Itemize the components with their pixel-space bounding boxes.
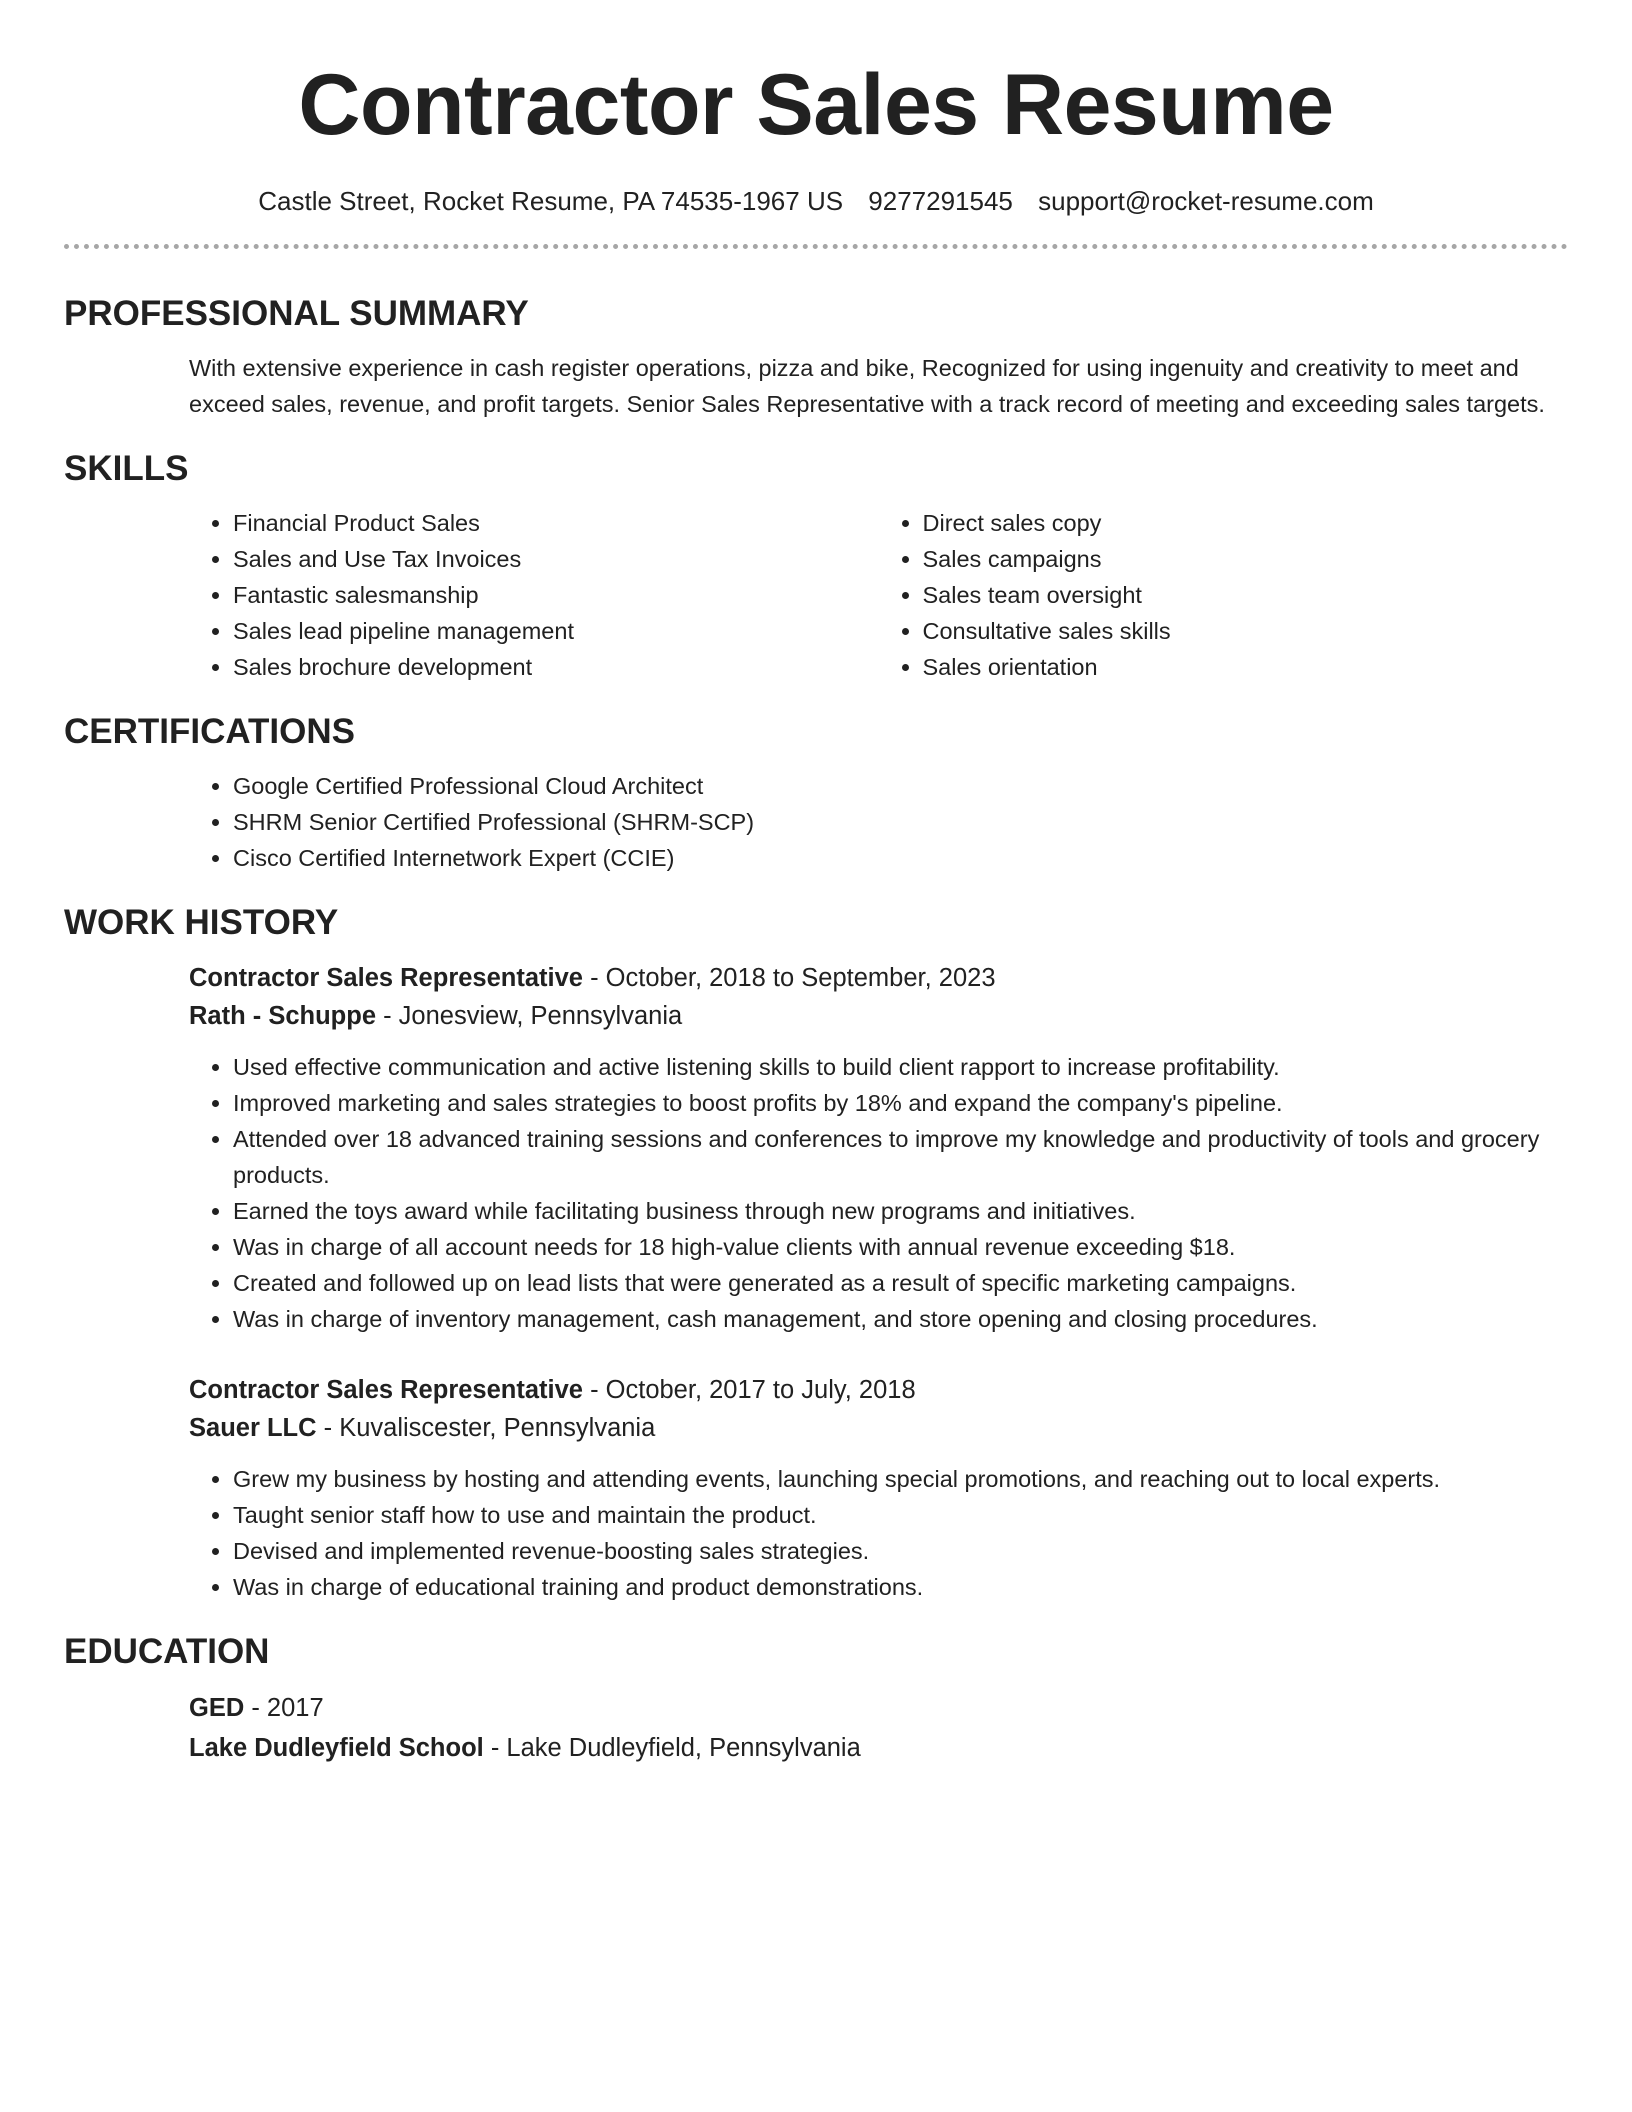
education-degree-line	[189, 1688, 1568, 1728]
section-title-certifications: CERTIFICATIONS	[64, 712, 356, 752]
job-location: - Kuvaliscester, Pennsylvania	[316, 1414, 656, 1443]
section-title-work-history: WORK HISTORY	[64, 903, 339, 943]
list-item: • Taught senior staff how to use and maintain the product.	[233, 1497, 1568, 1533]
certifications-block	[64, 768, 1568, 876]
education-location: - Lake Dudleyfield, Pennsylvania	[483, 1734, 861, 1763]
job-location: - Jonesview, Pennsylvania	[376, 1002, 683, 1031]
list-item: • Cisco Certified Internetwork Expert (CCIE)	[233, 840, 1568, 876]
job-dates: - October, 2017 to July, 2018	[582, 1376, 916, 1405]
job-role-line	[189, 1371, 1568, 1409]
education-school-line	[189, 1728, 1568, 1768]
section-title-education: EDUCATION	[64, 1632, 270, 1672]
skills-columns	[64, 505, 1568, 685]
list-item: • Used effective communication and active listening skills to build client rapport to increase profitability.	[233, 1049, 1568, 1085]
list-item: • Was in charge of educational training and product demonstrations.	[233, 1569, 1568, 1605]
job-bullets	[189, 1049, 1568, 1337]
resume-title: Contractor Sales Resume	[298, 57, 1334, 153]
skills-list-right	[879, 505, 1569, 685]
contact-line	[64, 186, 1568, 217]
education-degree: GED	[189, 1694, 245, 1723]
list-item: • Sales campaigns	[923, 541, 1569, 577]
job-entry	[64, 959, 1568, 1337]
certifications-list	[189, 768, 1568, 876]
list-item: • Grew my business by hosting and attending events, launching special promotions, and reaching out to local experts.	[233, 1461, 1568, 1497]
list-item: • Fantastic salesmanship	[233, 577, 879, 613]
education-year: - 2017	[244, 1694, 324, 1723]
list-item: • Consultative sales skills	[923, 613, 1569, 649]
job-company-line	[189, 1409, 1568, 1447]
phone: 9277291545	[868, 186, 1013, 216]
job-role-line	[189, 959, 1568, 997]
list-item: • Improved marketing and sales strategies to boost profits by 18% and expand the company's pipeline.	[233, 1085, 1568, 1121]
section-title-summary: PROFESSIONAL SUMMARY	[64, 294, 529, 334]
list-item: • Devised and implemented revenue-boosting sales strategies.	[233, 1533, 1568, 1569]
job-dates: - October, 2018 to September, 2023	[582, 964, 996, 993]
list-item: • Sales orientation	[923, 649, 1569, 685]
list-item: • Attended over 18 advanced training sessions and conferences to improve my knowledge and productivity of tools and grocery products.	[233, 1121, 1568, 1193]
summary-text: With extensive experience in cash register operations, pizza and bike, Recognized for using ingenuity and creativity to meet and exceed sales, revenue, and profit targets. Senior Sales Representative with a track record of meeting and exceeding sales targets.	[189, 355, 1545, 418]
job-bullets	[189, 1461, 1568, 1605]
list-item: • Direct sales copy	[923, 505, 1569, 541]
education-school: Lake Dudleyfield School	[189, 1734, 484, 1763]
list-item: • Sales lead pipeline management	[233, 613, 879, 649]
list-item: • Sales brochure development	[233, 649, 879, 685]
job-role: Contractor Sales Representative	[189, 1376, 583, 1405]
section-title-skills: SKILLS	[64, 449, 189, 489]
list-item: • Created and followed up on lead lists that were generated as a result of specific marketing campaigns.	[233, 1265, 1568, 1301]
list-item: • Earned the toys award while facilitating business through new programs and initiatives.	[233, 1193, 1568, 1229]
list-item: • Was in charge of inventory management, cash management, and store opening and closing procedures.	[233, 1301, 1568, 1337]
skills-list-left	[189, 505, 879, 685]
dotted-divider	[64, 244, 1568, 249]
address: Castle Street, Rocket Resume, PA 74535-1967 US	[258, 186, 844, 216]
job-entry	[64, 1371, 1568, 1605]
email: support@rocket-resume.com	[1038, 186, 1374, 216]
job-company: Rath - Schuppe	[189, 1002, 377, 1031]
job-company-line	[189, 997, 1568, 1035]
job-company: Sauer LLC	[189, 1414, 317, 1443]
job-role: Contractor Sales Representative	[189, 964, 583, 993]
list-item: • Was in charge of all account needs for 18 high-value clients with annual revenue exceeding $18.	[233, 1229, 1568, 1265]
summary-block	[64, 350, 1568, 422]
list-item: • SHRM Senior Certified Professional (SHRM-SCP)	[233, 804, 1568, 840]
list-item: • Google Certified Professional Cloud Architect	[233, 768, 1568, 804]
list-item: • Sales team oversight	[923, 577, 1569, 613]
education-entry	[64, 1688, 1568, 1768]
list-item: • Financial Product Sales	[233, 505, 879, 541]
list-item: • Sales and Use Tax Invoices	[233, 541, 879, 577]
